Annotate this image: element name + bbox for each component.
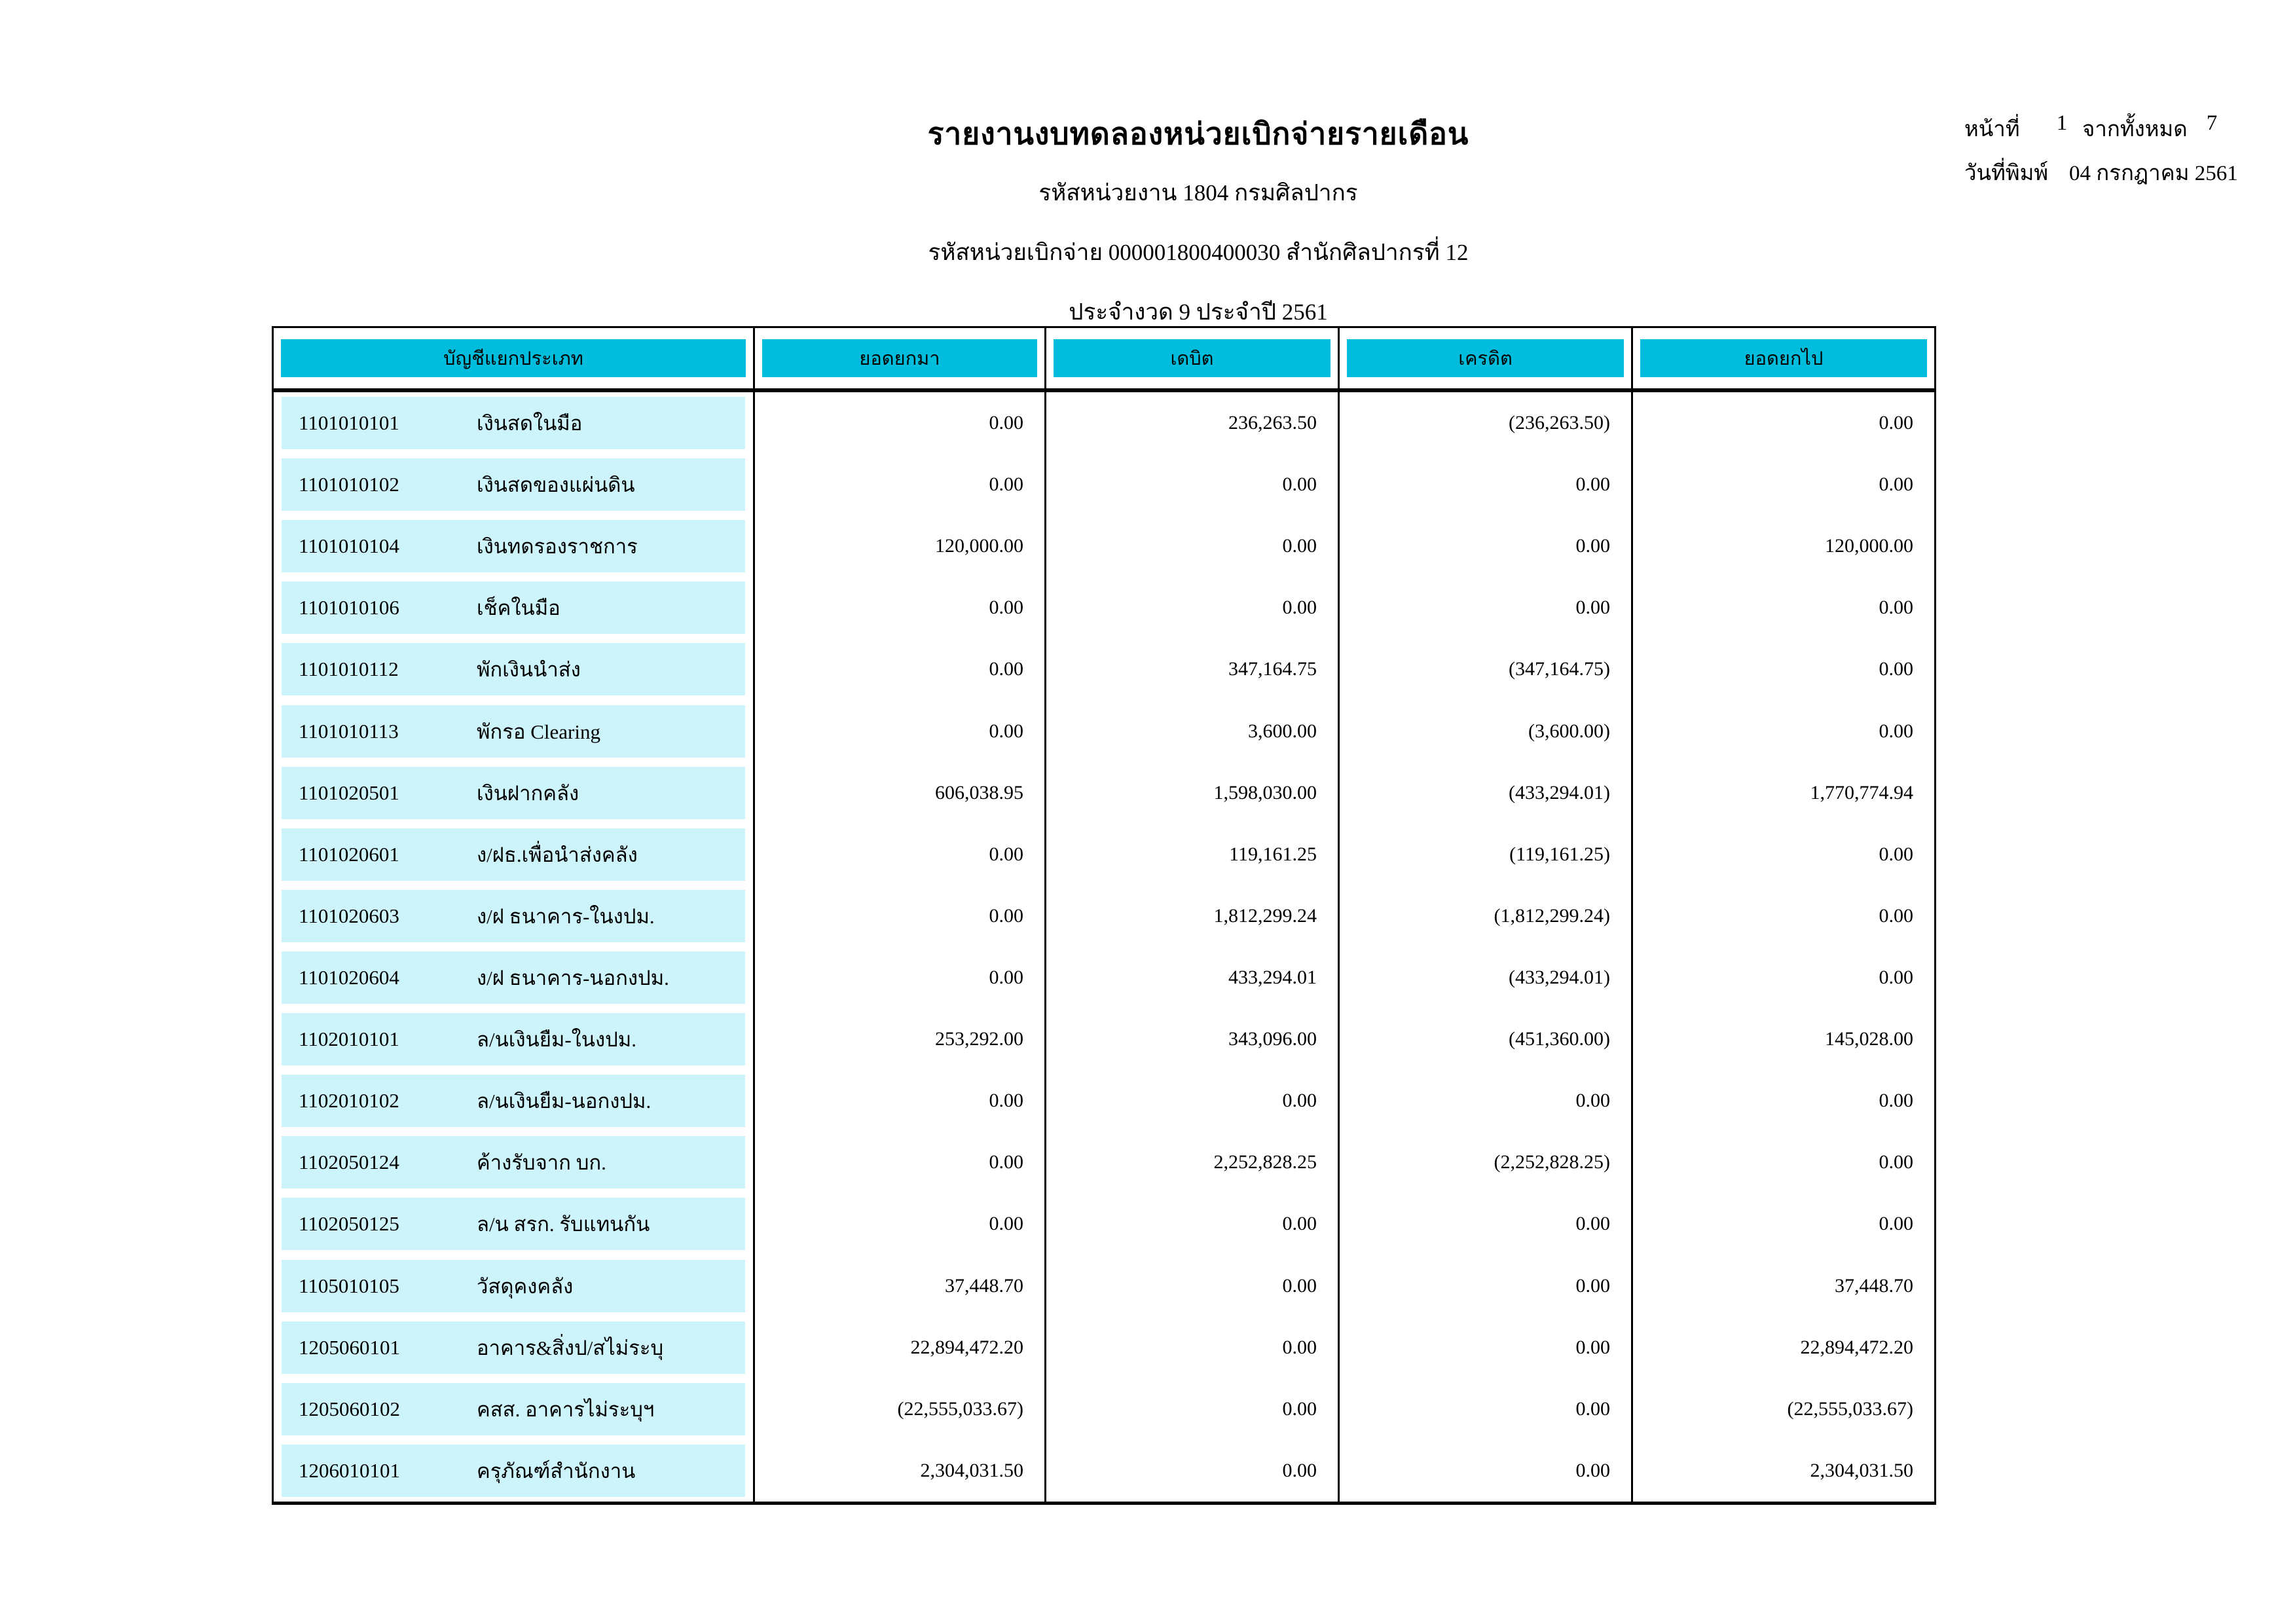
table-row: [274, 885, 1934, 947]
account-name: ค้างรับจาก บก.: [477, 1151, 606, 1175]
account-stripe: [282, 828, 745, 881]
credit-value: (3,600.00): [1340, 701, 1633, 762]
header-cell-account: [274, 328, 755, 388]
table-row: [274, 515, 1934, 577]
account-code: 1105010105: [299, 1274, 399, 1297]
account-name: ง/ฝ ธนาคาร-นอกงปม.: [477, 967, 669, 990]
credit-value: (433,294.01): [1340, 762, 1633, 824]
credit-value: 0.00: [1340, 454, 1633, 515]
table-row: [274, 824, 1934, 885]
agency-code-line: รหัสหน่วยงาน 1804 กรมศิลปากร: [1038, 180, 1358, 206]
account-name: เงินฝากคลัง: [477, 781, 579, 805]
credit-value: (236,263.50): [1340, 392, 1633, 454]
debit-value: 1,598,030.00: [1046, 762, 1340, 824]
table-row: [274, 1317, 1934, 1378]
account-cell: [274, 1255, 755, 1317]
account-cell: [274, 1378, 755, 1440]
account-cell: [274, 1008, 755, 1070]
account-name: เงินสดในมือ: [477, 412, 583, 435]
ending-balance-value: 37,448.70: [1835, 1274, 1913, 1297]
account-name: อาคาร&สิ่งป/สไม่ระบุ: [477, 1336, 664, 1359]
account-code: 1101010101: [299, 411, 399, 435]
credit-value: 0.00: [1340, 577, 1633, 638]
account-code: 1206010101: [299, 1458, 400, 1482]
credit-value: (119,161.25): [1340, 824, 1633, 885]
account-code: 1102050124: [299, 1151, 399, 1174]
account-cell: [274, 1317, 755, 1378]
account-code: 1205060102: [299, 1397, 400, 1420]
table-row: [274, 701, 1934, 762]
debit-value: 2,252,828.25: [1046, 1132, 1340, 1193]
account-stripe: [282, 705, 745, 758]
account-code: 1101010104: [299, 534, 399, 558]
table-row: [274, 392, 1934, 454]
beginning-balance-value: 0.00: [755, 1193, 1046, 1255]
page-number-row: [1964, 111, 2279, 146]
beginning-balance-value: 0.00: [755, 701, 1046, 762]
account-stripe: [282, 458, 745, 511]
table-header-row: [274, 328, 1934, 392]
debit-value: 347,164.75: [1046, 638, 1340, 700]
ending-balance-value: 145,028.00: [1825, 1028, 1913, 1050]
print-date-row: [1964, 155, 2279, 190]
total-pages-label: จากทั้งหมด: [2082, 118, 2188, 141]
beginning-balance-value: 0.00: [755, 885, 1046, 947]
debit-value: 0.00: [1046, 1255, 1340, 1317]
account-cell: [274, 1440, 755, 1502]
account-stripe: [282, 767, 745, 819]
beginning-balance-value: 0.00: [755, 1070, 1046, 1132]
header-label-ending-balance: ยอดยกไป: [1640, 339, 1927, 377]
ending-balance-value: (22,555,033.67): [1787, 1397, 1913, 1420]
account-code: 1102010101: [299, 1027, 399, 1051]
account-code: 1101020601: [299, 842, 399, 866]
debit-value: 236,263.50: [1046, 392, 1340, 454]
account-cell: [274, 1193, 755, 1255]
debit-value: 1,812,299.24: [1046, 885, 1340, 947]
credit-value: (433,294.01): [1340, 947, 1633, 1008]
debit-value: 119,161.25: [1046, 824, 1340, 885]
print-date-label: วันที่พิมพ์: [1964, 162, 2049, 185]
account-cell: [274, 638, 755, 700]
account-name: คสส. อาคารไม่ระบุฯ: [477, 1397, 655, 1421]
debit-value: 0.00: [1046, 577, 1340, 638]
account-stripe: [282, 1260, 745, 1312]
account-cell: [274, 454, 755, 515]
table-row: [274, 1255, 1934, 1317]
ending-balance-value: 1,770,774.94: [1810, 781, 1913, 803]
credit-value: (2,252,828.25): [1340, 1132, 1633, 1193]
beginning-balance-value: 253,292.00: [755, 1008, 1046, 1070]
debit-value: 343,096.00: [1046, 1008, 1340, 1070]
period-line: ประจำงวด 9 ประจำปี 2561: [1069, 299, 1328, 325]
debit-value: 433,294.01: [1046, 947, 1340, 1008]
credit-value: (1,812,299.24): [1340, 885, 1633, 947]
credit-value: 0.00: [1340, 1193, 1633, 1255]
table-row: [274, 577, 1934, 638]
account-code: 1205060101: [299, 1335, 400, 1359]
account-stripe: [282, 890, 745, 942]
account-cell: [274, 762, 755, 824]
trial-balance-table: [272, 326, 1936, 1505]
table-row: [274, 1008, 1934, 1070]
beginning-balance-value: 0.00: [755, 638, 1046, 700]
account-cell: [274, 1132, 755, 1193]
beginning-balance-value: 0.00: [755, 577, 1046, 638]
beginning-balance-value: 2,304,031.50: [755, 1440, 1046, 1502]
debit-value: 0.00: [1046, 1193, 1340, 1255]
header-cell-debit: [1046, 328, 1340, 388]
ending-balance-value: 0.00: [1879, 412, 1913, 434]
table-row: [274, 1193, 1934, 1255]
debit-value: 0.00: [1046, 454, 1340, 515]
account-name: พักรอ Clearing: [477, 720, 600, 743]
account-name: เงินสดของแผ่นดิน: [477, 473, 635, 497]
header-label-beginning-balance: ยอดยกมา: [762, 339, 1037, 377]
credit-value: (451,360.00): [1340, 1008, 1633, 1070]
credit-value: 0.00: [1340, 1070, 1633, 1132]
table-row: [274, 1132, 1934, 1193]
account-stripe: [282, 1445, 745, 1497]
account-name: ง/ฝ ธนาคาร-ในงปม.: [477, 904, 655, 928]
account-code: 1101020603: [299, 904, 399, 927]
beginning-balance-value: 0.00: [755, 392, 1046, 454]
credit-value: 0.00: [1340, 1440, 1633, 1502]
account-stripe: [282, 1075, 745, 1127]
account-code: 1102050125: [299, 1212, 399, 1236]
account-name: ล/นเงินยืม-นอกงปม.: [477, 1090, 652, 1113]
account-stripe: [282, 581, 745, 634]
table-row: [274, 1440, 1934, 1502]
account-code: 1101010113: [299, 719, 399, 743]
beginning-balance-value: 0.00: [755, 947, 1046, 1008]
table-row: [274, 1070, 1934, 1132]
account-stripe: [282, 951, 745, 1004]
beginning-balance-value: 37,448.70: [755, 1255, 1046, 1317]
account-code: 1101020501: [299, 781, 399, 804]
debit-value: 0.00: [1046, 1070, 1340, 1132]
beginning-balance-value: 606,038.95: [755, 762, 1046, 824]
table-row: [274, 454, 1934, 515]
ending-balance-value: 0.00: [1879, 1213, 1913, 1235]
debit-value: 0.00: [1046, 1378, 1340, 1440]
account-name: เช็คในมือ: [477, 597, 560, 620]
total-pages: 7: [2206, 111, 2218, 135]
table-row: [274, 947, 1934, 1008]
beginning-balance-value: 0.00: [755, 824, 1046, 885]
page-info: [1964, 111, 2279, 199]
ending-balance-value: 120,000.00: [1825, 535, 1913, 557]
disbursement-unit-line: รหัสหน่วยเบิกจ่าย 000001800400030 สำนักศิลปากรที่ 12: [928, 240, 1469, 265]
account-cell: [274, 515, 755, 577]
print-date: 04 กรกฎาคม 2561: [2069, 162, 2238, 185]
ending-balance-value: 2,304,031.50: [1810, 1459, 1913, 1481]
beginning-balance-value: 22,894,472.20: [755, 1317, 1046, 1378]
debit-value: 0.00: [1046, 1317, 1340, 1378]
account-stripe: [282, 643, 745, 695]
account-cell: [274, 701, 755, 762]
account-stripe: [282, 397, 745, 449]
ending-balance-value: 22,894,472.20: [1800, 1336, 1913, 1358]
account-stripe: [282, 1013, 745, 1065]
table-row: [274, 1378, 1934, 1440]
account-name: ครุภัณฑ์สำนักงาน: [477, 1459, 636, 1483]
ending-balance-value: 0.00: [1879, 597, 1913, 619]
account-stripe: [282, 1321, 745, 1374]
header-cell-credit: [1340, 328, 1633, 388]
debit-value: 3,600.00: [1046, 701, 1340, 762]
account-code: 1101010112: [299, 657, 399, 681]
account-name: วัสดุคงคลัง: [477, 1274, 574, 1298]
account-name: ง/ฝธ.เพื่อนำส่งคลัง: [477, 843, 638, 866]
beginning-balance-value: (22,555,033.67): [755, 1378, 1046, 1440]
account-stripe: [282, 1198, 745, 1250]
ending-balance-value: 0.00: [1879, 904, 1913, 927]
account-code: 1101020604: [299, 966, 399, 989]
account-stripe: [282, 1136, 745, 1189]
header-cell-ending-balance: [1633, 328, 1934, 388]
debit-value: 0.00: [1046, 515, 1340, 577]
account-cell: [274, 1070, 755, 1132]
table-row: [274, 638, 1934, 700]
ending-balance-value: 0.00: [1879, 967, 1913, 989]
page-number: 1: [2056, 111, 2068, 135]
account-code: 1101010106: [299, 596, 399, 619]
ending-balance-value: 0.00: [1879, 658, 1913, 680]
header-cell-beginning-balance: [755, 328, 1046, 388]
account-cell: [274, 577, 755, 638]
beginning-balance-value: 0.00: [755, 454, 1046, 515]
credit-value: 0.00: [1340, 1317, 1633, 1378]
ending-balance-value: 0.00: [1879, 843, 1913, 865]
account-name: พักเงินนำส่ง: [477, 658, 581, 682]
header-label-credit: เครดิต: [1347, 339, 1624, 377]
table-row: [274, 762, 1934, 824]
ending-balance-value: 0.00: [1879, 720, 1913, 742]
account-name: เงินทดรองราชการ: [477, 535, 638, 559]
account-code: 1101010102: [299, 473, 399, 496]
beginning-balance-value: 0.00: [755, 1132, 1046, 1193]
credit-value: 0.00: [1340, 515, 1633, 577]
account-code: 1102010102: [299, 1089, 399, 1113]
page-label: หน้าที่: [1964, 118, 2020, 141]
report-header: [655, 110, 1742, 354]
report-title: รายงานงบทดลองหน่วยเบิกจ่ายรายเดือน: [927, 117, 1469, 151]
account-stripe: [282, 520, 745, 572]
account-cell: [274, 392, 755, 454]
ending-balance-value: 0.00: [1879, 1151, 1913, 1173]
credit-value: 0.00: [1340, 1255, 1633, 1317]
account-name: ล/นเงินยืม-ในงปม.: [477, 1028, 636, 1052]
account-cell: [274, 824, 755, 885]
debit-value: 0.00: [1046, 1440, 1340, 1502]
header-label-debit: เดบิต: [1054, 339, 1331, 377]
beginning-balance-value: 120,000.00: [755, 515, 1046, 577]
credit-value: (347,164.75): [1340, 638, 1633, 700]
account-cell: [274, 885, 755, 947]
ending-balance-value: 0.00: [1879, 473, 1913, 496]
ending-balance-value: 0.00: [1879, 1090, 1913, 1112]
header-label-account: บัญชีแยกประเภท: [281, 339, 746, 377]
credit-value: 0.00: [1340, 1378, 1633, 1440]
table-body: [274, 392, 1934, 1502]
account-cell: [274, 947, 755, 1008]
account-name: ล/น สรก. รับแทนกัน: [477, 1213, 650, 1236]
account-stripe: [282, 1383, 745, 1435]
